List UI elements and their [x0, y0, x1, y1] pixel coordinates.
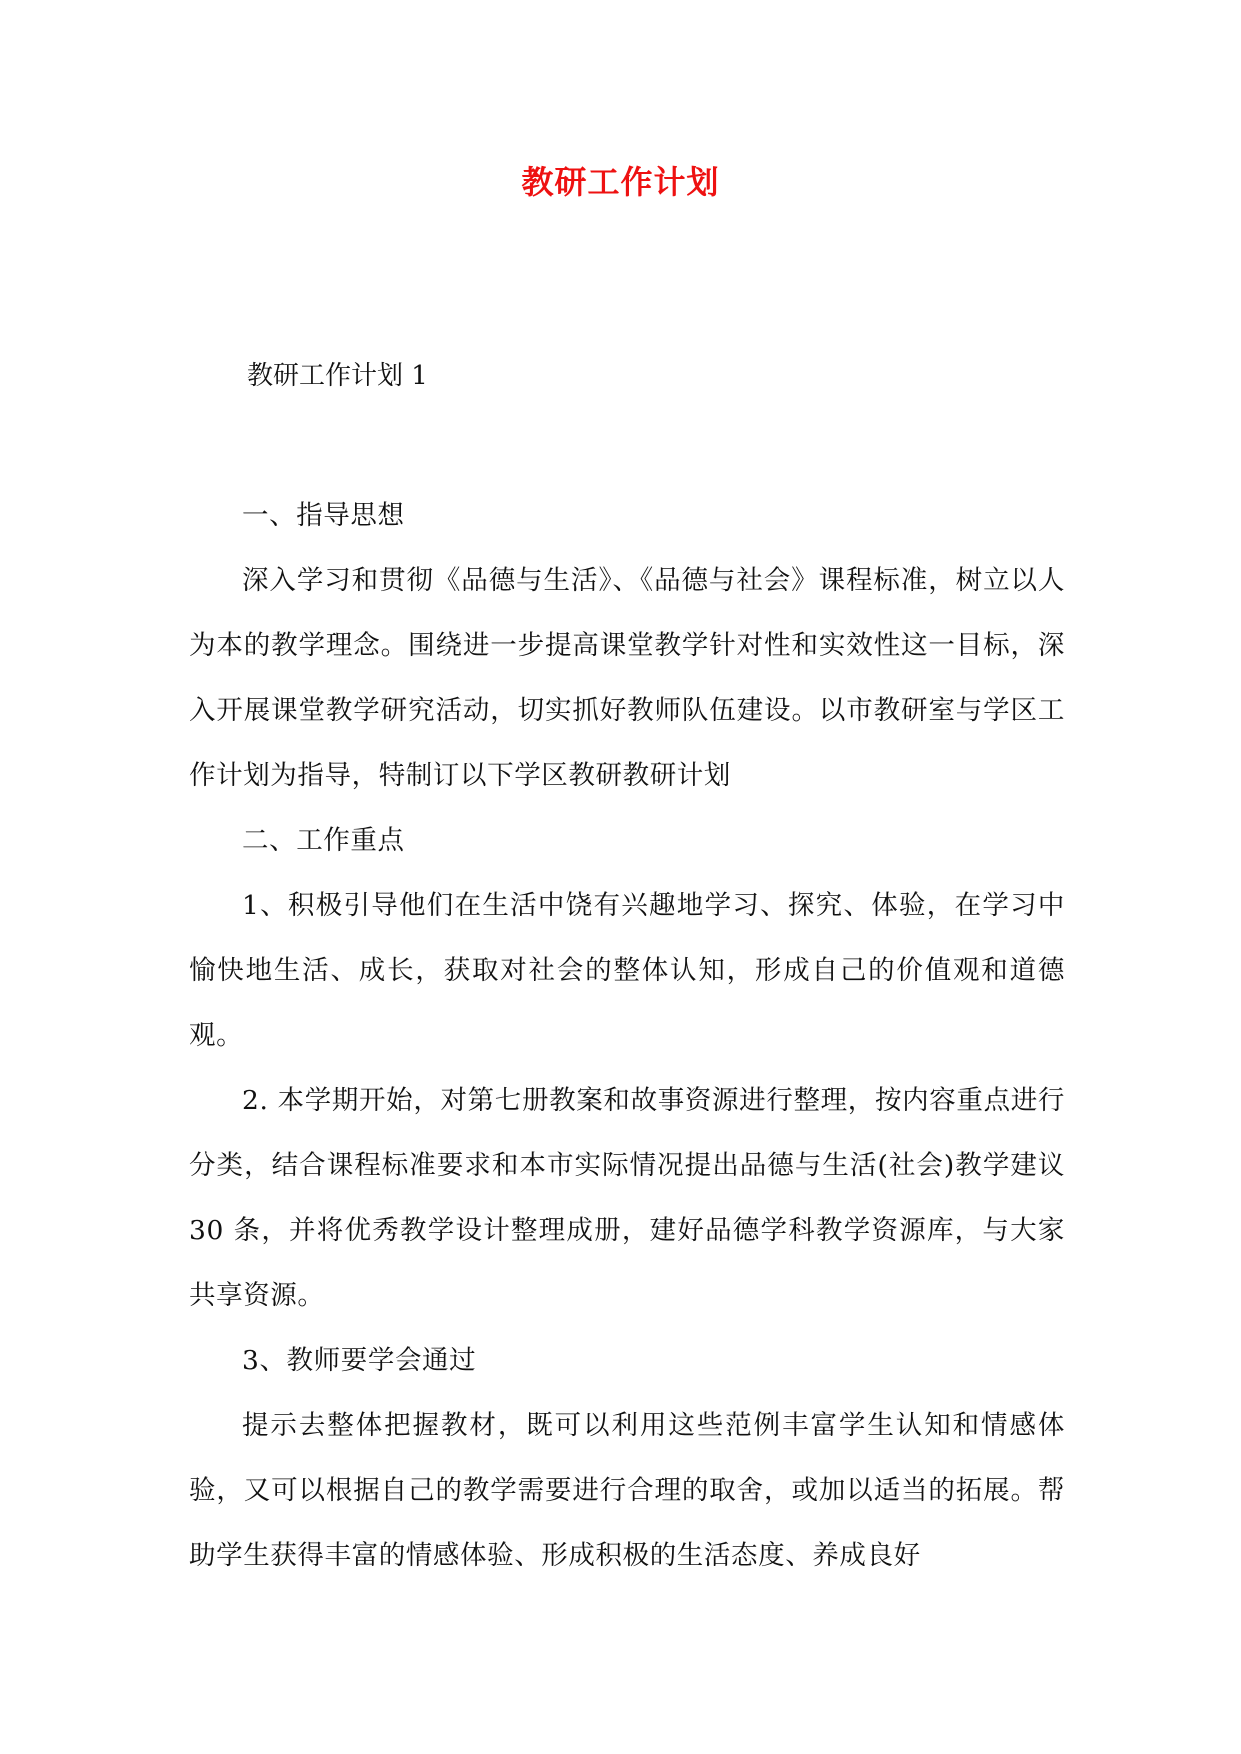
paragraph-guiding-thought: 深入学习和贯彻《品德与生活》、《品德与社会》课程标准，树立以人为本的教学理念。围绕进一步提高课堂教学针对性和实效性这一目标，深入开展课堂教学研究活动，切实抓好教师队伍建设。以市教研室与学区工作计划为指导，特制订以下学区教研教研计划	[189, 565, 1065, 791]
document-title: 教研工作计划	[521, 163, 720, 201]
document-body	[189, 483, 1065, 1588]
paragraph-item-3-detail: 提示去整体把握教材，既可以利用这些范例丰富学生认知和情感体验，又可以根据自己的教学需要进行合理的取舍，或加以适当的拓展。帮助学生获得丰富的情感体验、形成积极的生活态度、养成良好	[189, 1410, 1065, 1571]
section-subheading: 教研工作计划 1	[247, 361, 428, 391]
heading-work-focus: 二、工作重点	[242, 825, 405, 856]
heading-guiding-thought: 一、指导思想	[242, 500, 405, 531]
paragraph-item-3: 3、教师要学会通过	[242, 1345, 477, 1376]
paragraph-item-2: 2. 本学期开始，对第七册教案和故事资源进行整理，按内容重点进行分类，结合课程标准要求和本市实际情况提出品德与生活(社会)教学建议 30 条，并将优秀教学设计整理成册，建好品德学科教学资源库，与大家共享资源。	[189, 1085, 1065, 1311]
paragraph-item-1: 1、积极引导他们在生活中饶有兴趣地学习、探究、体验，在学习中愉快地生活、成长，获取对社会的整体认知，形成自己的价值观和道德观。	[189, 890, 1065, 1051]
